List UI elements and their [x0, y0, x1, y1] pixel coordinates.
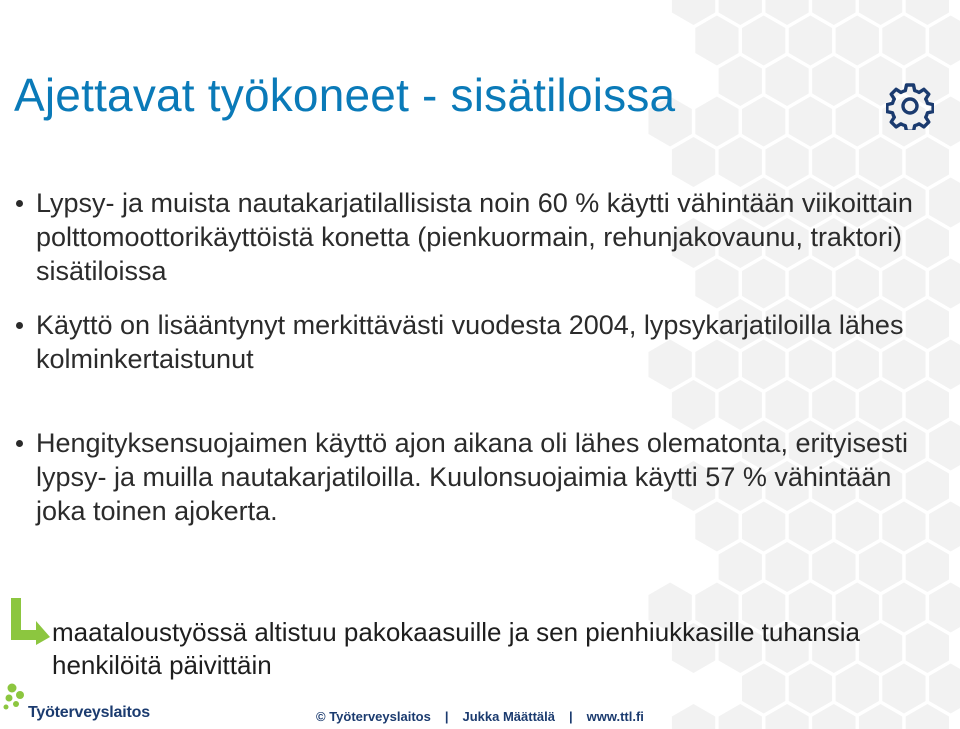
- background-hexagon: [719, 542, 762, 592]
- company-logo: [2, 680, 172, 724]
- background-hexagon: [765, 542, 808, 592]
- arrow-corner-icon: [8, 596, 52, 646]
- footer: [316, 709, 644, 724]
- background-hexagon: [859, 542, 902, 592]
- background-hexagon: [929, 178, 960, 228]
- gear-icon: [886, 82, 934, 130]
- footer-copyright: © Työterveyslaitos: [316, 709, 431, 724]
- background-hexagon: [695, 16, 738, 66]
- background-hexagon: [789, 97, 832, 147]
- footer-separator: |: [568, 709, 573, 724]
- background-hexagon: [906, 137, 949, 187]
- background-hexagon: [906, 542, 949, 592]
- bullet-item: Käyttö on lisääntynyt merkittävästi vuodesta 2004, lypsykarjatiloilla lähes kolminkertaistunut: [14, 308, 914, 376]
- background-hexagon: [742, 97, 785, 147]
- bullet-item: Lypsy- ja muista nautakarjatilallisista noin 60 % käytti vähintään viikoittain polttomoottorikäyttöistä konetta (pienkuormain, rehunjakovaunu, traktori) sisätiloissa: [14, 186, 914, 288]
- footer-author: Jukka Määttälä: [462, 709, 555, 724]
- background-hexagon: [672, 137, 715, 187]
- background-hexagon: [812, 542, 855, 592]
- background-hexagon: [742, 16, 785, 66]
- background-hexagon: [836, 97, 879, 147]
- background-hexagon: [929, 502, 960, 552]
- background-hexagon: [929, 583, 960, 633]
- background-hexagon: [719, 56, 762, 106]
- background-hexagon: [929, 421, 960, 471]
- background-hexagon: [695, 97, 738, 147]
- background-hexagon: [929, 259, 960, 309]
- background-hexagon: [906, 623, 949, 673]
- background-hexagon: [765, 56, 808, 106]
- background-hexagon: [812, 56, 855, 106]
- background-hexagon: [836, 16, 879, 66]
- background-hexagon: [789, 16, 832, 66]
- conclusion-note: maataloustyössä altistuu pakokaasuille ja sen pienhiukkasille tuhansia henkilöitä päivittäin: [52, 617, 860, 680]
- background-hexagon: [882, 16, 925, 66]
- background-hexagon: [859, 137, 902, 187]
- bullet-list: [14, 186, 914, 548]
- footer-separator: |: [444, 709, 449, 724]
- background-hexagon: [719, 137, 762, 187]
- background-hexagon: [929, 664, 960, 714]
- background-hexagon: [812, 137, 855, 187]
- background-hexagon: [929, 16, 960, 66]
- background-hexagon: [672, 704, 715, 729]
- footer-website-link[interactable]: www.ttl.fi: [586, 709, 644, 724]
- bullet-item: Hengityksensuojaimen käyttö ajon aikana oli lähes olematonta, erityisesti lypsy- ja muilla nautakarjatiloilla. Kuulonsuojaimia käytti 57 % vähintään joka toinen ajokerta.: [14, 426, 914, 528]
- logo-text: Työterveyslaitos: [28, 704, 150, 721]
- background-hexagon: [765, 137, 808, 187]
- background-hexagon: [929, 340, 960, 390]
- slide-title: Ajettavat työkoneet - sisätiloissa: [14, 69, 676, 121]
